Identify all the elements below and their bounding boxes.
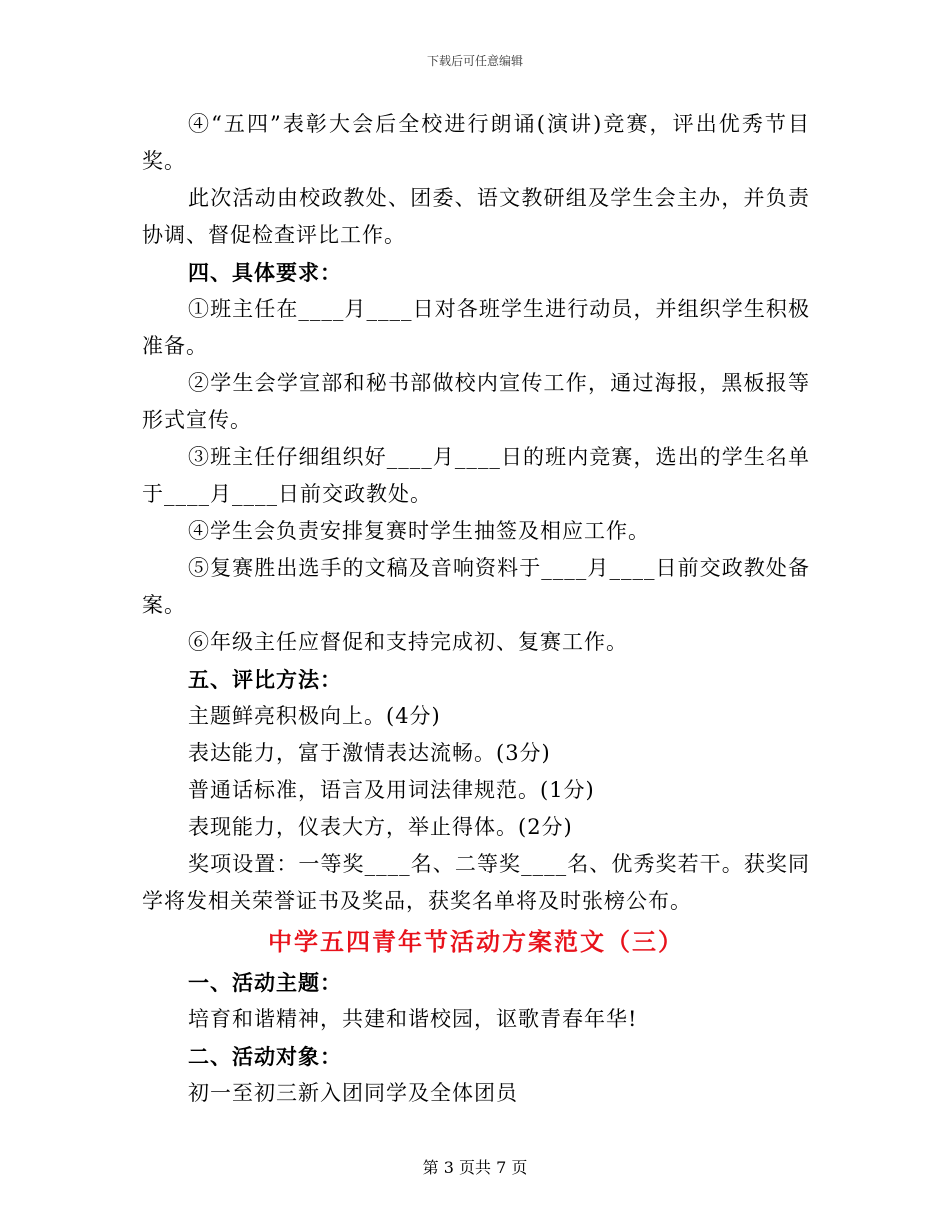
section-heading: 四、具体要求：: [188, 260, 342, 285]
page-header: 下载后可任意编辑: [426, 54, 523, 68]
document-section-title: 中学五四青年节活动方案范文（三）: [268, 927, 684, 956]
paragraph: 主题鲜亮积极向上。(4分): [188, 704, 441, 728]
paragraph: ④学生会负责安排复赛时学生抽签及相应工作。: [188, 519, 650, 543]
section-heading: 一、活动主题：: [188, 970, 342, 995]
section-heading: 五、评比方法：: [188, 667, 342, 692]
paragraph: 奖项设置：一等奖____名、二等奖____名、优秀奖若干。获奖同学将发相关荣誉证书及奖品，获奖名单将及时张榜公布。: [142, 852, 810, 913]
paragraph: ②学生会学宣部和秘书部做校内宣传工作，通过海报，黑板报等形式宣传。: [142, 371, 810, 432]
paragraph: ①班主任在____月____日对各班学生进行动员，并组织学生积极准备。: [142, 297, 810, 358]
paragraph: 普通话标准，语言及用词法律规范。(1分): [188, 778, 595, 802]
paragraph: 培育和谐精神，共建和谐校园，讴歌青春年华!: [188, 1007, 638, 1031]
paragraph: 此次活动由校政教处、团委、语文教研组及学生会主办，并负责协调、督促检查评比工作。: [142, 186, 810, 247]
paragraph: 初一至初三新入团同学及全体团员: [188, 1081, 518, 1105]
paragraph: ⑥年级主任应督促和支持完成初、复赛工作。: [188, 630, 628, 654]
paragraph: ③班主任仔细组织好____月____日的班内竞赛，选出的学生名单于____月____日前交政教处。: [142, 445, 810, 506]
section-heading: 二、活动对象：: [188, 1044, 342, 1069]
document-body: [142, 106, 810, 1112]
paragraph: 表达能力，富于激情表达流畅。(3分): [188, 741, 551, 765]
paragraph: ④“五四”表彰大会后全校进行朗诵(演讲)竞赛，评出优秀节目奖。: [142, 112, 810, 173]
paragraph: 表现能力，仪表大方，举止得体。(2分): [188, 815, 573, 839]
paragraph: ⑤复赛胜出选手的文稿及音响资料于____月____日前交政教处备案。: [142, 556, 810, 617]
page-footer: 第 3 页共 7 页: [422, 1158, 528, 1177]
